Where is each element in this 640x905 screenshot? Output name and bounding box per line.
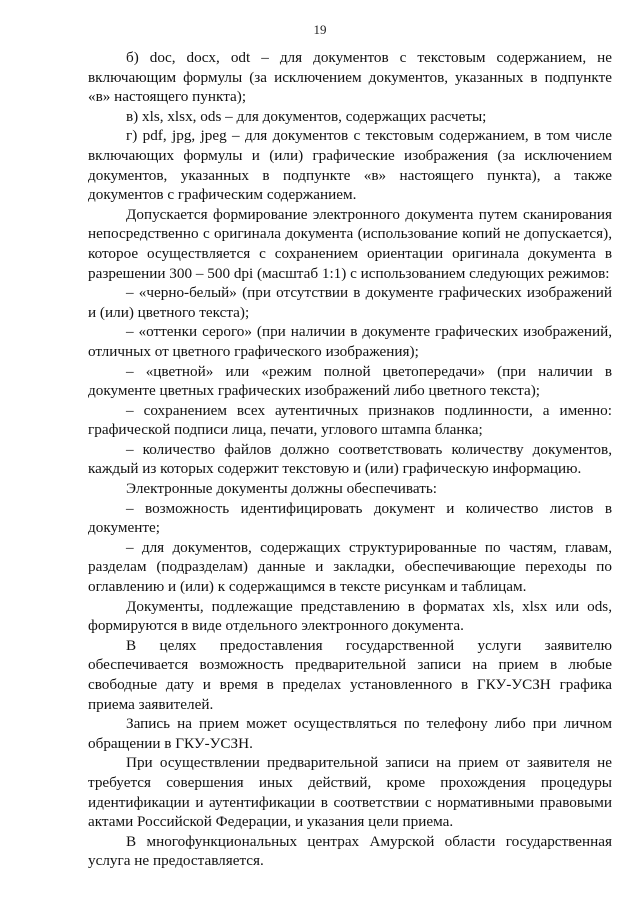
paragraph-format-xls: в) xls, xlsx, ods – для документов, содержащих расчеты; bbox=[126, 107, 487, 125]
paragraph-format-pdf: г) pdf, jpg, jpeg – для документов с текстовым содержанием, в том числе включающих формулы и (или) графические изображения (за исключением документов, указанных в подпункте «в» настоящего пункта), а также документов с графическим содержанием. bbox=[88, 127, 612, 204]
list-item-structured: – для документов, содержащих структурированные по частям, главам, разделам (подразделам) данные и закладки, обеспечивающие переходы по оглавлению и (или) к содержащимся в тексте рисункам и таблицам. bbox=[88, 538, 612, 596]
list-item-black-white: – «черно-белый» (при отсутствии в документе графических изображений и (или) цветного текста); bbox=[88, 284, 612, 321]
paragraph-spreadsheet: Документы, подлежащие представлению в форматах xls, xlsx или ods, формируются в виде отдельного электронного документа. bbox=[88, 597, 612, 635]
page-number: 19 bbox=[313, 22, 327, 37]
paragraph-no-extra-actions: При осуществлении предварительной записи на прием от заявителя не требуется совершения иных действий, кроме прохождения процедуры идентификации и аутентификации в соответствии с нормативными правовыми актами Российской Федерации, и указания цели приема. bbox=[88, 754, 612, 831]
list-item-grayscale: – «оттенки серого» (при наличии в документе графических изображений, отличных от цветного графического изображения); bbox=[88, 323, 612, 360]
document-body bbox=[88, 48, 612, 871]
paragraph-mfc: В многофункциональных центрах Амурской области государственная услуга не предоставляется. bbox=[88, 832, 612, 870]
paragraph-scanning: Допускается формирование электронного документа путем сканирования непосредственно с оригинала документа (использование копий не допускается), которое осуществляется с сохранением ориентации оригинала документа в разрешении 300 – 500 dpi (масштаб 1:1) с использованием следующих режимов: bbox=[88, 205, 612, 282]
list-item-identify: – возможность идентифицировать документ и количество листов в документе; bbox=[88, 499, 612, 537]
list-item-authenticity: – сохранением всех аутентичных признаков подлинности, а именно: графической подписи лица, печати, углового штампа бланка; bbox=[88, 401, 612, 439]
paragraph-appointment: В целях предоставления государственной услуги заявителю обеспечивается возможность предварительной записи на прием в любые свободные дату и время в пределах установленного в ГКУ-УСЗН графика приема заявителей. bbox=[88, 636, 612, 713]
list-item-file-count: – количество файлов должно соответствовать количеству документов, каждый из которых содержит текстовую и (или) графическую информацию. bbox=[88, 440, 612, 478]
paragraph-requirements: Электронные документы должны обеспечивать: bbox=[126, 480, 437, 498]
paragraph-format-doc: б) doc, docx, odt – для документов с текстовым содержанием, не включающим формулы (за исключением документов, указанных в подпункте «в» настоящего пункта); bbox=[88, 49, 612, 106]
list-item-color: – «цветной» или «режим полной цветопередачи» (при наличии в документе цветных графических изображений либо цветного текста); bbox=[88, 362, 612, 400]
paragraph-phone-record: Запись на прием может осуществляться по телефону либо при личном обращении в ГКУ-УСЗН. bbox=[88, 715, 612, 752]
